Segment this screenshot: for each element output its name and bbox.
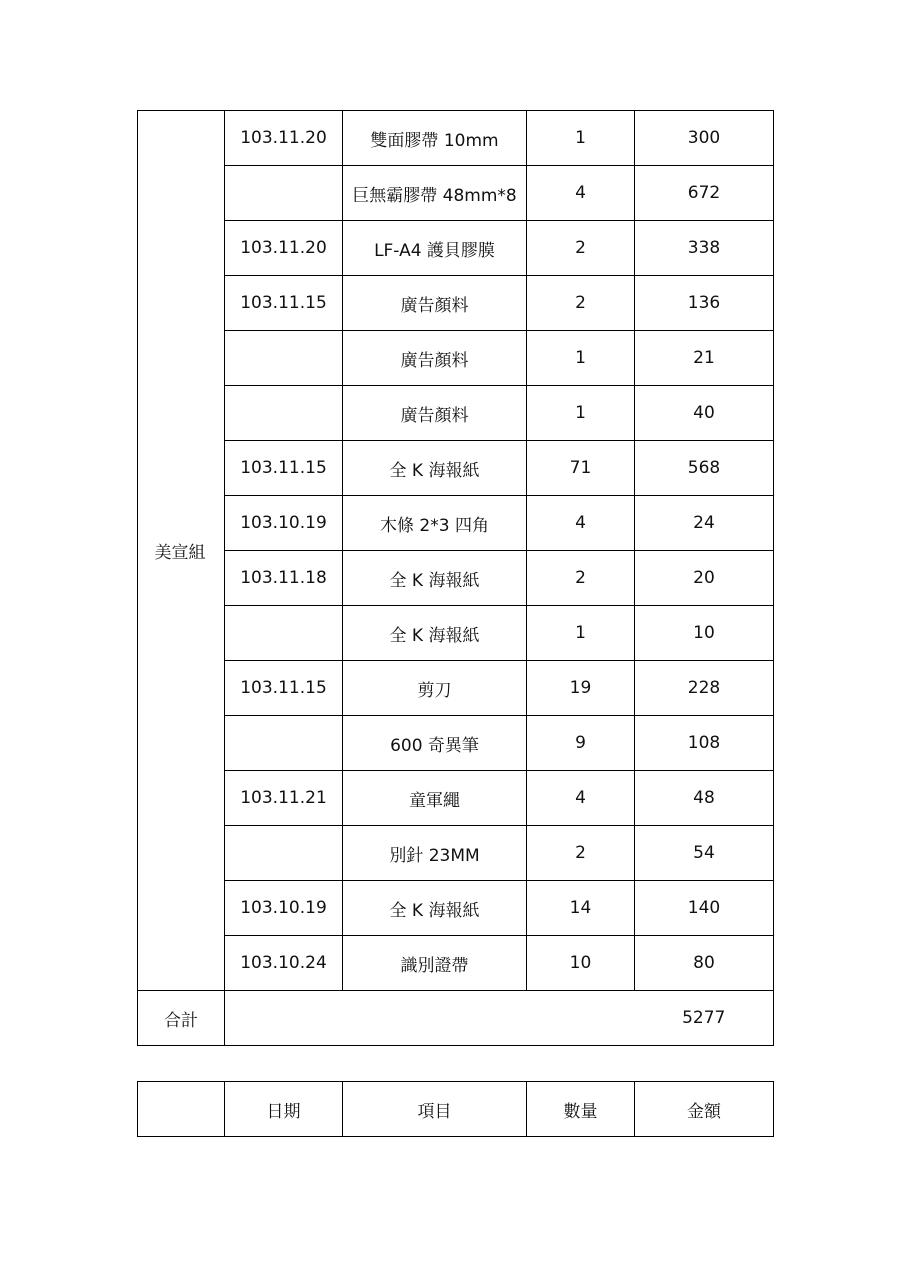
date-cell	[225, 331, 343, 386]
date-cell	[225, 386, 343, 441]
date-cell	[225, 606, 343, 661]
table-row	[138, 166, 774, 221]
qty-cell: 1	[527, 386, 635, 441]
item-cell: LF-A4 護貝膠膜	[343, 221, 527, 276]
item-cell: 童軍繩	[343, 771, 527, 826]
total-row	[138, 991, 774, 1046]
item-cell: 巨無霸膠帶 48mm*8	[343, 166, 527, 221]
qty-cell: 1	[527, 331, 635, 386]
table-row	[138, 496, 774, 551]
amount-cell: 21	[635, 331, 774, 386]
header-item-cell: 項目	[343, 1082, 527, 1137]
header-group-cell	[138, 1082, 225, 1137]
table-row	[138, 441, 774, 496]
total-label-cell: 合計	[138, 991, 225, 1046]
expense-table	[137, 110, 774, 1046]
header-date-cell: 日期	[225, 1082, 343, 1137]
item-cell: 全 K 海報紙	[343, 881, 527, 936]
date-cell: 103.10.19	[225, 496, 343, 551]
item-cell: 識別證帶	[343, 936, 527, 991]
qty-cell: 2	[527, 276, 635, 331]
date-cell: 103.10.24	[225, 936, 343, 991]
amount-cell: 80	[635, 936, 774, 991]
date-cell: 103.11.21	[225, 771, 343, 826]
qty-cell: 9	[527, 716, 635, 771]
amount-cell: 228	[635, 661, 774, 716]
header-amount-cell: 金額	[635, 1082, 774, 1137]
date-cell: 103.11.18	[225, 551, 343, 606]
amount-cell: 338	[635, 221, 774, 276]
date-cell: 103.11.15	[225, 661, 343, 716]
table-row	[138, 716, 774, 771]
item-cell: 剪刀	[343, 661, 527, 716]
amount-cell: 54	[635, 826, 774, 881]
table-row	[138, 826, 774, 881]
header-row	[138, 1082, 774, 1137]
table-row	[138, 606, 774, 661]
qty-cell: 14	[527, 881, 635, 936]
table-row	[138, 276, 774, 331]
table-row	[138, 881, 774, 936]
qty-cell: 2	[527, 221, 635, 276]
item-cell: 全 K 海報紙	[343, 551, 527, 606]
qty-cell: 4	[527, 771, 635, 826]
qty-cell: 19	[527, 661, 635, 716]
item-cell: 別針 23MM	[343, 826, 527, 881]
date-cell: 103.11.15	[225, 276, 343, 331]
table-row	[138, 386, 774, 441]
expense-table-body	[138, 111, 774, 1046]
amount-cell: 10	[635, 606, 774, 661]
date-cell: 103.11.20	[225, 111, 343, 166]
table-row	[138, 111, 774, 166]
date-cell: 103.11.15	[225, 441, 343, 496]
header-qty-cell: 數量	[527, 1082, 635, 1137]
table-row	[138, 936, 774, 991]
qty-cell: 4	[527, 496, 635, 551]
table-row	[138, 221, 774, 276]
header-table	[137, 1081, 774, 1137]
date-cell: 103.11.20	[225, 221, 343, 276]
amount-cell: 20	[635, 551, 774, 606]
date-cell	[225, 716, 343, 771]
amount-cell: 40	[635, 386, 774, 441]
total-blank-cell	[225, 991, 635, 1046]
amount-cell: 140	[635, 881, 774, 936]
qty-cell: 1	[527, 606, 635, 661]
table-row	[138, 771, 774, 826]
item-cell: 廣告顏料	[343, 386, 527, 441]
qty-cell: 2	[527, 551, 635, 606]
amount-cell: 48	[635, 771, 774, 826]
total-amount-cell: 5277	[635, 991, 774, 1046]
item-cell: 廣告顏料	[343, 331, 527, 386]
qty-cell: 1	[527, 111, 635, 166]
group-label-cell: 美宣組	[138, 111, 225, 991]
amount-cell: 300	[635, 111, 774, 166]
item-cell: 600 奇異筆	[343, 716, 527, 771]
amount-cell: 24	[635, 496, 774, 551]
qty-cell: 10	[527, 936, 635, 991]
table-row	[138, 551, 774, 606]
amount-cell: 108	[635, 716, 774, 771]
item-cell: 廣告顏料	[343, 276, 527, 331]
item-cell: 全 K 海報紙	[343, 606, 527, 661]
amount-cell: 568	[635, 441, 774, 496]
amount-cell: 672	[635, 166, 774, 221]
qty-cell: 71	[527, 441, 635, 496]
amount-cell: 136	[635, 276, 774, 331]
date-cell	[225, 826, 343, 881]
date-cell: 103.10.19	[225, 881, 343, 936]
item-cell: 全 K 海報紙	[343, 441, 527, 496]
date-cell	[225, 166, 343, 221]
qty-cell: 4	[527, 166, 635, 221]
table-row	[138, 331, 774, 386]
item-cell: 木條 2*3 四角	[343, 496, 527, 551]
table-row	[138, 661, 774, 716]
qty-cell: 2	[527, 826, 635, 881]
item-cell: 雙面膠帶 10mm	[343, 111, 527, 166]
